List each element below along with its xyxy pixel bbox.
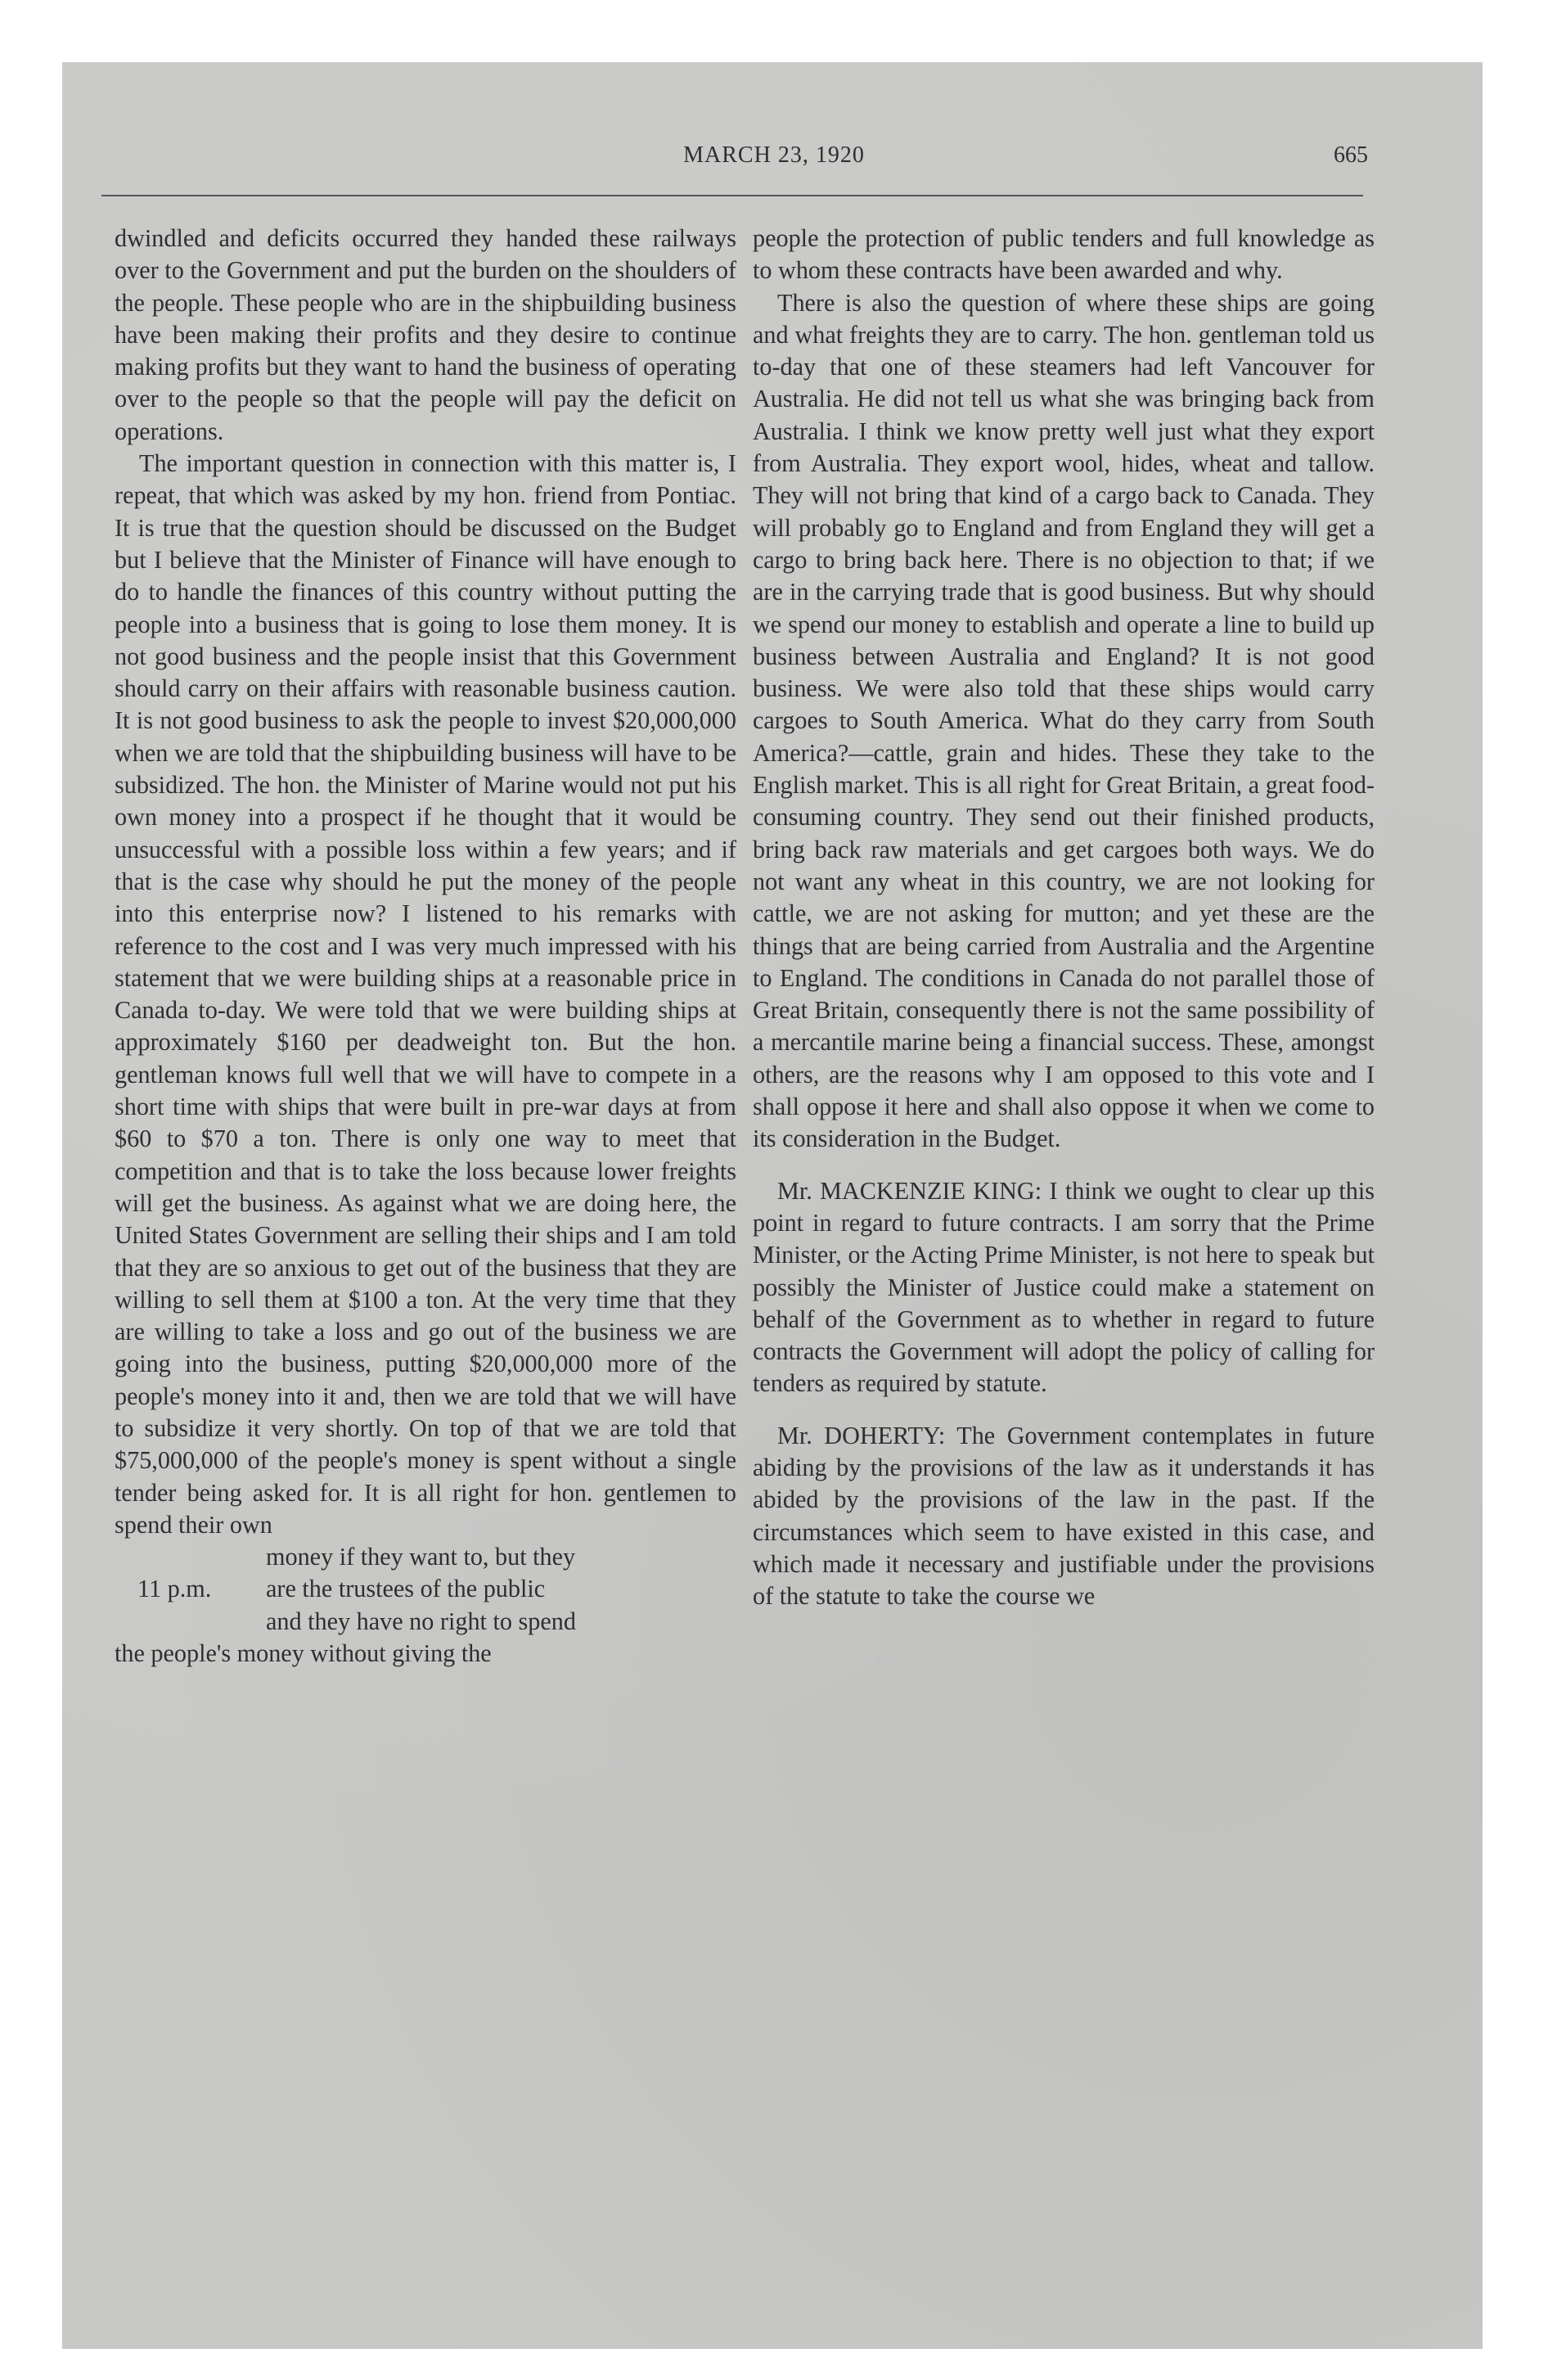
right-paragraph-1: people the protection of public tenders and full knowledge as to whom these contracts have been awarded and why. bbox=[753, 224, 1375, 285]
left-column bbox=[115, 223, 736, 1670]
hang-line-2: are the trustees of the public bbox=[266, 1575, 546, 1603]
speech-mackenzie-king: Mr. MACKENZIE KING: I think we ought to clear up this point in regard to future contracts. I am sorry that the Prime Minister, or the Acting Prime Minister, is not here to speak but possibly the Minister of Justice could make a statement on behalf of the Government as to whether in regard to future contracts the Government will adopt the policy of calling for tenders as required by statute. bbox=[753, 1176, 1375, 1398]
speech-doherty: Mr. DOHERTY: The Government contemplates in future abiding by the provisions of the law as it understands it has abided by the provisions of the law in the past. If the circumstances which seem to have existed in this case, and which made it necessary and justifiable under the provisions of the statute to take the course we bbox=[753, 1421, 1375, 1611]
hang-line-1: money if they want to, but they bbox=[266, 1543, 576, 1571]
running-head: MARCH 23, 1920 bbox=[683, 142, 865, 168]
right-paragraph-2: There is also the question of where these ships are going and what freights they are to carry. The hon. gentleman told us to-day that one of these steamers had left Vancouver for Australia. He did not tell us what she was bringing back from Australia. I think we know pretty well just what they export from Australia. They export wool, hides, wheat and tallow. They will not bring that kind of a cargo back to Canada. They will probably go to England and from England they will get a cargo to bring back here. There is no objection to that; if we are in the carrying trade that is good business. But why should we spend our money to establish and operate a line to build up business between Australia and England? It is not good business. We were also told that these ships would carry cargoes to South America. What do they carry from South America?—cattle, grain and hides. These they take to the English market. This is all right for Great Britain, a great food-consuming country. They send out their finished products, bring back raw materials and get cargoes both ways. We do not want any wheat in this country, we are not looking for cattle, we are not asking for mutton; and yet these are the things that are being carried from Australia and the Argentine to England. The conditions in Canada do not parallel those of Great Britain, consequently there is not the same possibility of a mercantile marine being a financial success. These, amongst others, are the reasons why I am opposed to this vote and I shall oppose it here and shall also oppose it when we come to its consideration in the Budget. bbox=[753, 288, 1375, 1153]
left-paragraph-1: dwindled and deficits occurred they handed these railways over to the Government and put the burden on the shoulders of the people. These people who are in the shipbuilding business have been making their profits and they desire to continue making profits but they want to hand the business of operating over to the people so that the people will pay the deficit on operations. bbox=[115, 224, 736, 445]
left-paragraph-2: The important question in connection with this matter is, I repeat, that which was asked by my hon. friend from Pontiac. It is true that the question should be discussed on the Budget but I believe that the Minister of Finance will have enough to do to handle the finances of this country without putting the people into a business that is going to lose them money. It is not good business and the people insist that this Government should carry on their affairs with reasonable business caution. It is not good business to ask the people to invest $20,000,000 when we are told that the shipbuilding business will have to be subsidized. The hon. the Minister of Marine would not put his own money into a prospect if he thought that it would be unsuccessful with a possible loss within a few years; and if that is the case why should he put the money of the people into this enterprise now? I listened to his remarks with reference to the cost and I was very much impressed with his statement that we were building ships at a reasonable price in Canada to-day. We were told that we were building ships at approximately $160 per deadweight ton. But the hon. gentleman knows full well that we will have to compete in a short time with ships that were built in pre-war days at from $60 to $70 a ton. There is only one way to meet that competition and that is to take the loss because lower freights will get the business. As against what we are doing here, the United States Government are selling their ships and I am told that they are so anxious to get out of the business that they are willing to sell them at $100 a ton. At the very time that they are willing to take a loss and go out of the business we are going into the business, putting $20,000,000 more of the people's money into it and, then we are told that we will have to subsidize it very shortly. On top of that we are told that $75,000,000 of the people's money is spent without a single tender being asked for. It is all right for hon. gentlemen to spend their own bbox=[115, 449, 736, 1539]
page-header bbox=[0, 142, 1548, 175]
marginal-note-row bbox=[115, 1573, 736, 1605]
page-number: 665 bbox=[1334, 142, 1368, 168]
right-column bbox=[753, 223, 1375, 1612]
hang-line-3: and they have no right to spend bbox=[266, 1607, 576, 1635]
header-rule bbox=[101, 195, 1363, 196]
hanging-block bbox=[115, 1541, 736, 1638]
time-marginal-note: 11 p.m. bbox=[137, 1575, 212, 1603]
left-last-line: the people's money without giving the bbox=[115, 1639, 492, 1668]
